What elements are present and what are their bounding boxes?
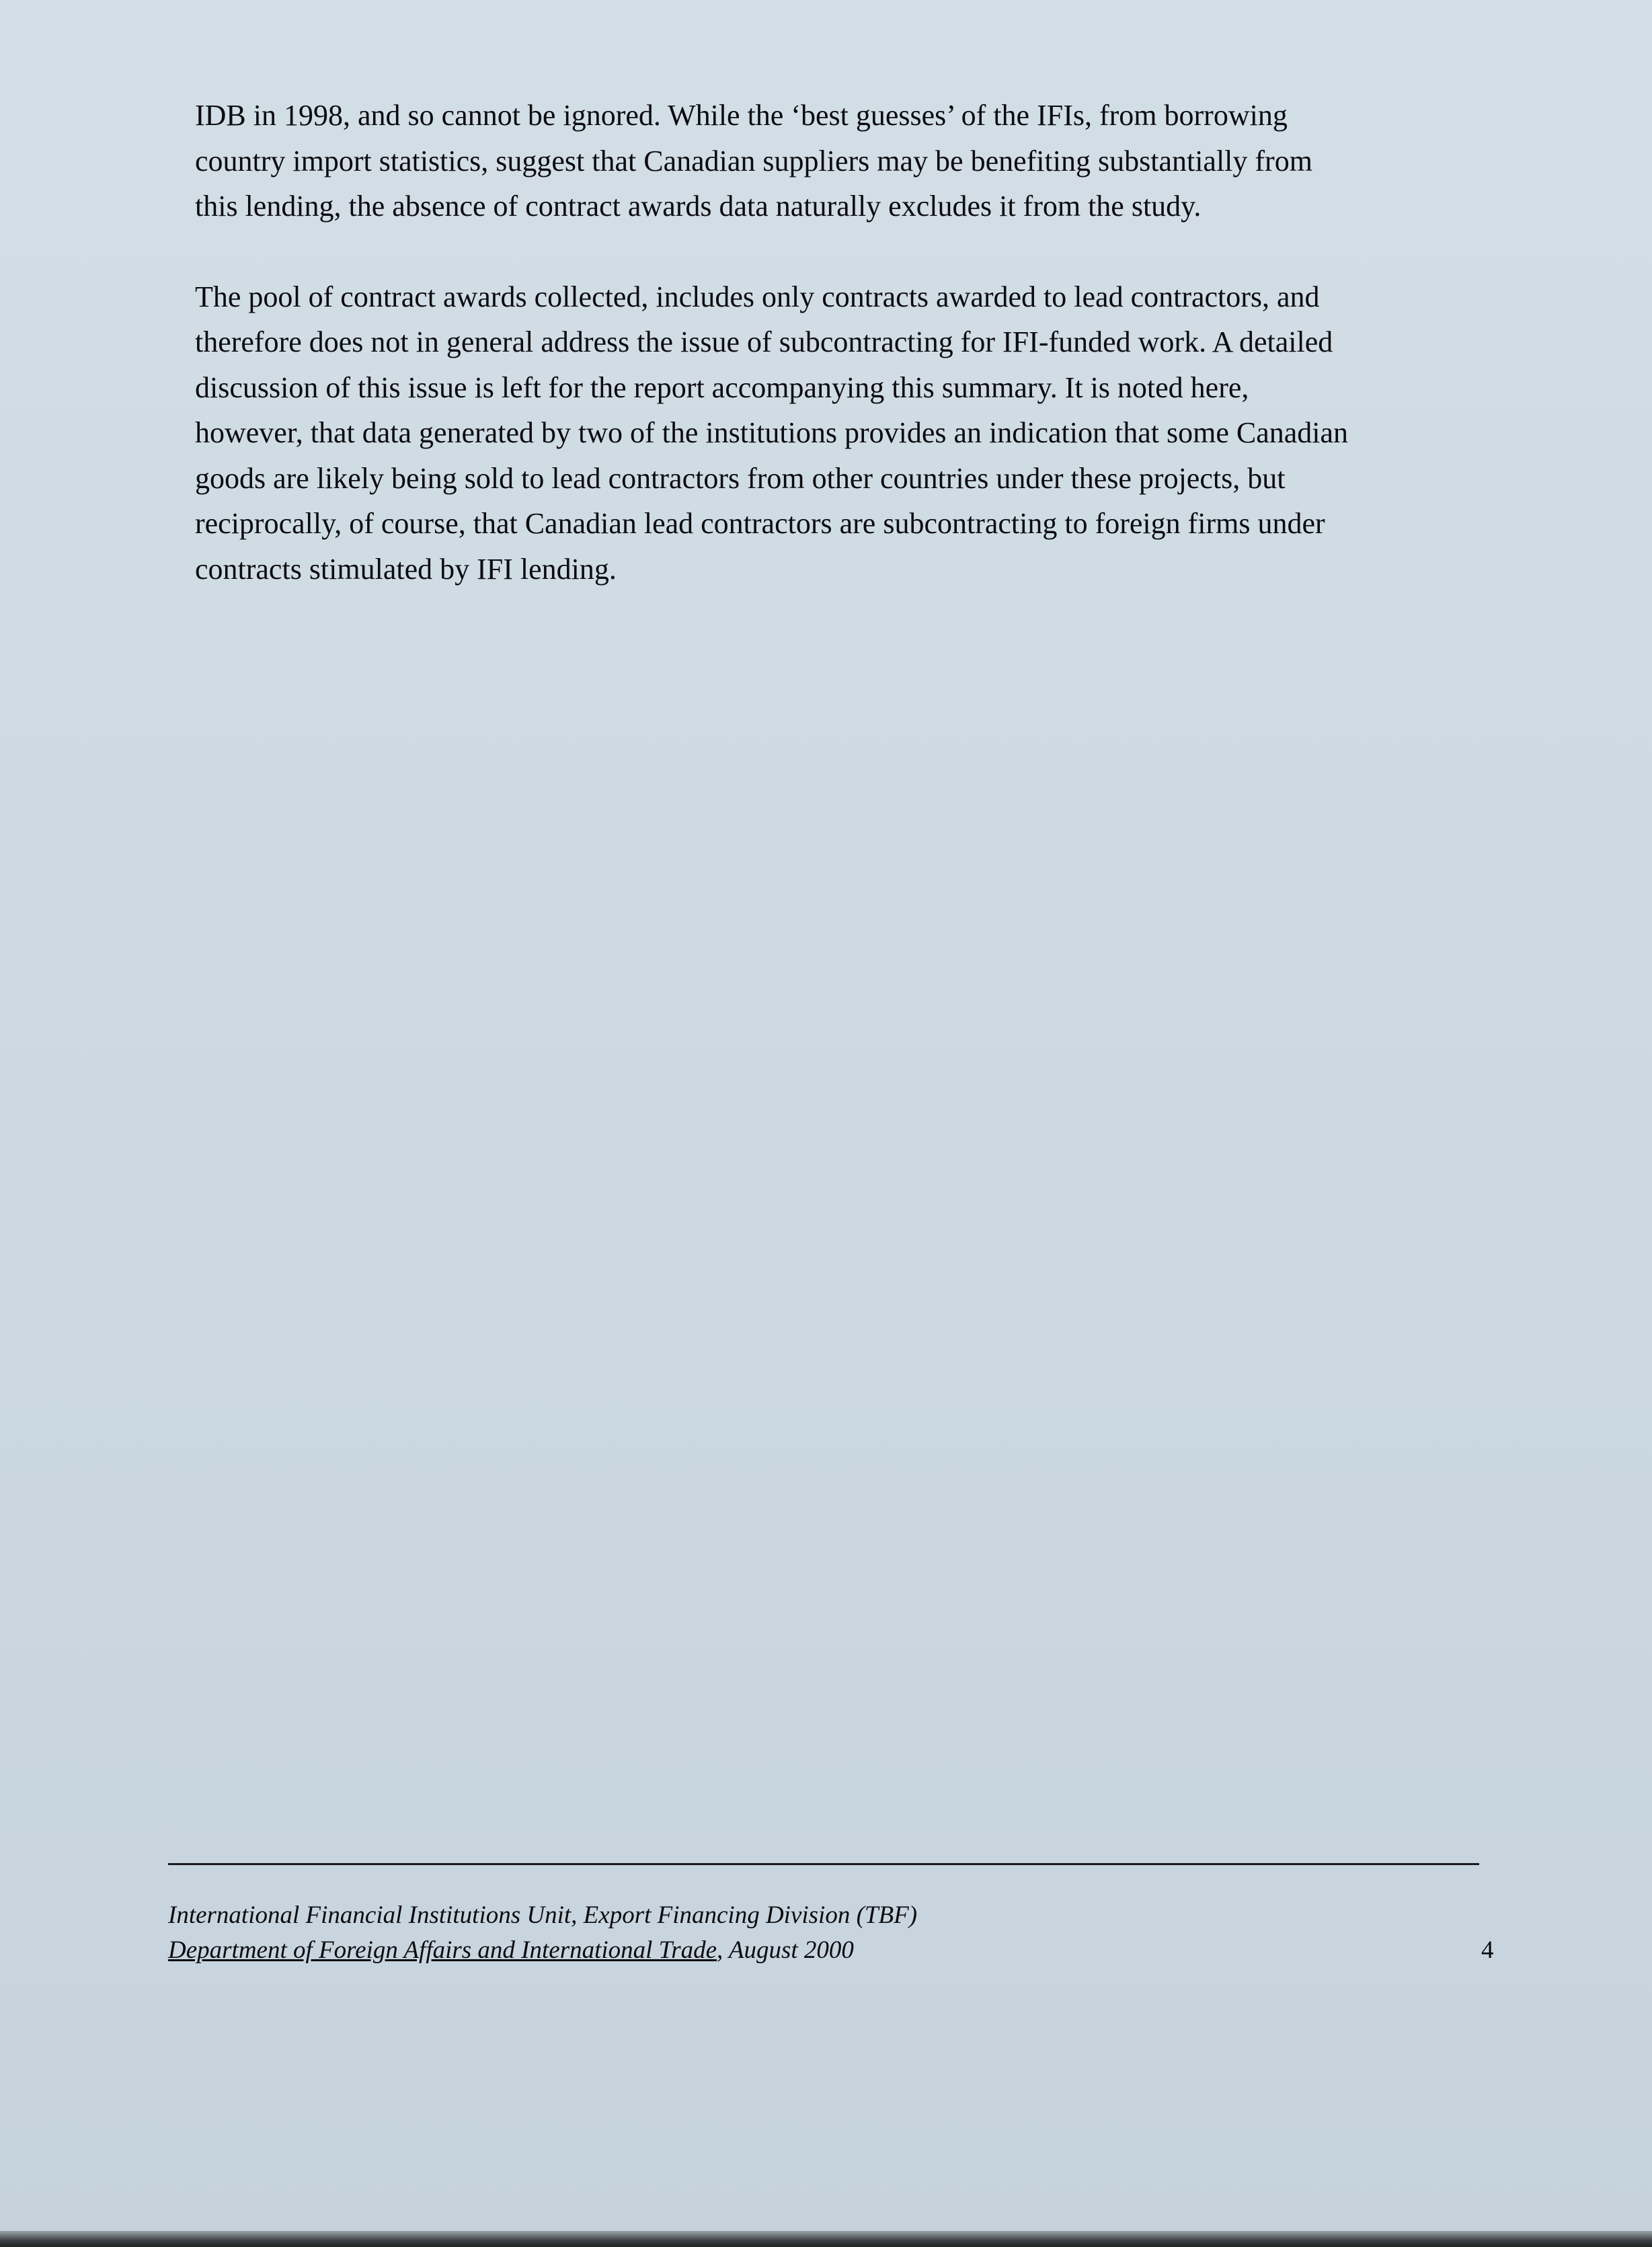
text-line: discussion of this issue is left for the report accompanying this summary. It is noted here,	[195, 370, 1249, 404]
text-line: contracts stimulated by IFI lending.	[195, 552, 617, 586]
text-line: therefore does not in general address the issue of subcontracting for IFI-funded work. A detailed	[195, 325, 1333, 358]
footer-date: , August 2000	[717, 1936, 854, 1964]
page-number: 4	[1481, 1936, 1494, 1964]
text-line: goods are likely being sold to lead contractors from other countries under these projects, but	[195, 461, 1286, 495]
text-line: IDB in 1998, and so cannot be ignored. While the ‘best guesses’ of the IFIs, from borrowing	[195, 99, 1288, 132]
text-line: this lending, the absence of contract awards data naturally excludes it from the study.	[195, 190, 1202, 223]
text-line: country import statistics, suggest that Canadian suppliers may be benefiting substantially from	[195, 144, 1312, 178]
text-line: however, that data generated by two of the institutions provides an indication that some Canadian	[195, 416, 1349, 449]
document-body	[195, 93, 1533, 592]
scan-bottom-edge	[0, 2231, 1652, 2247]
footer-unit-line: International Financial Institutions Unit, Export Financing Division (TBF)	[168, 1901, 918, 1929]
paragraph-1	[195, 93, 1533, 229]
paragraph-2	[195, 274, 1533, 592]
footer-department-name: Department of Foreign Affairs and International Trade	[168, 1936, 717, 1964]
text-line: reciprocally, of course, that Canadian lead contractors are subcontracting to foreign firms under	[195, 507, 1325, 540]
footer-divider	[168, 1863, 1479, 1865]
text-line: The pool of contract awards collected, includes only contracts awarded to lead contractors, and	[195, 280, 1320, 313]
footer-department-line	[168, 1933, 1479, 1968]
page-footer	[168, 1898, 1479, 1968]
